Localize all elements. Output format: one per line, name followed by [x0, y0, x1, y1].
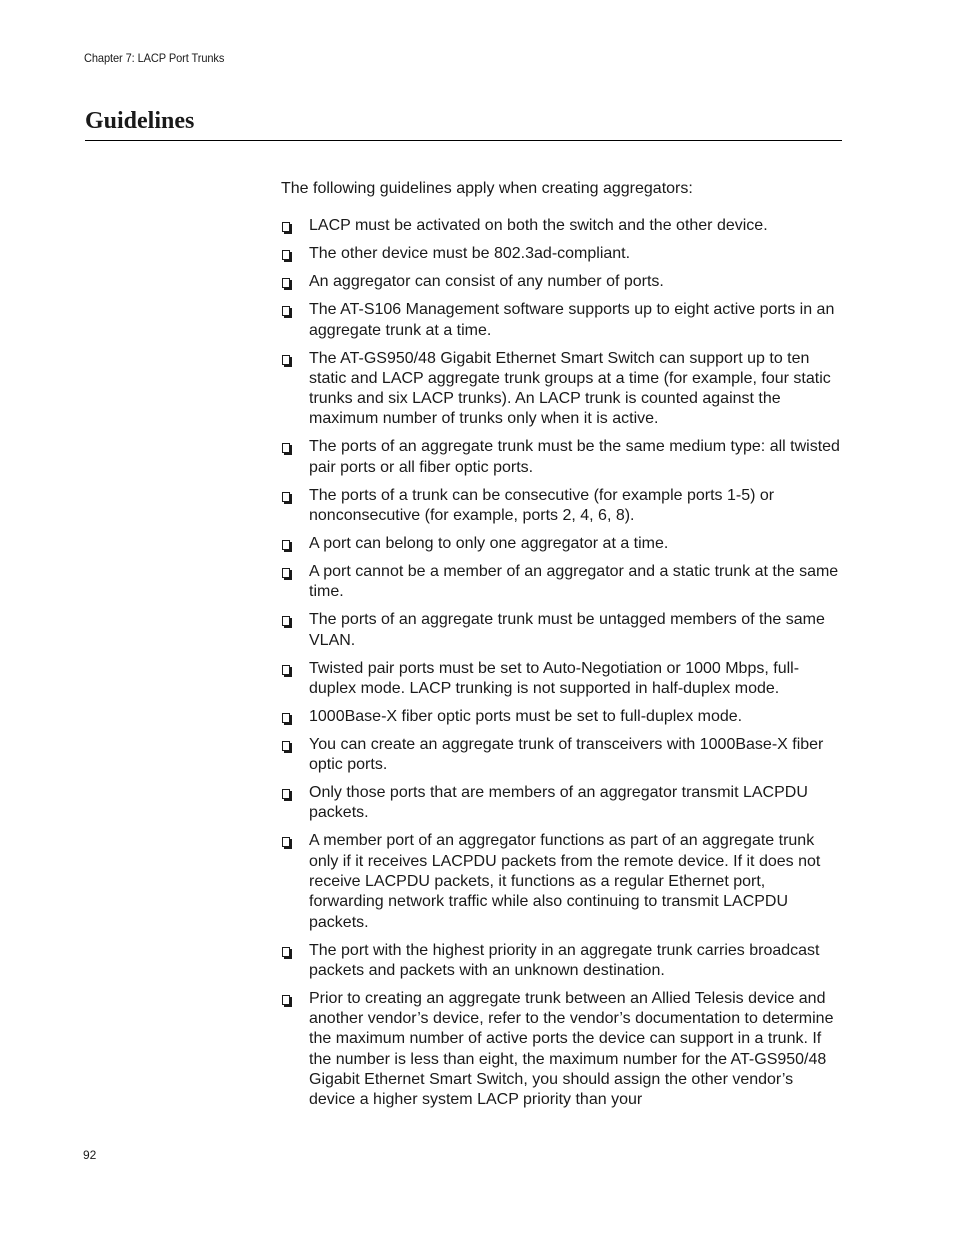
guideline-text: You can create an aggregate trunk of transceivers with 1000Base-X fiber optic ports. — [309, 735, 824, 774]
square-bullet-icon — [282, 568, 290, 578]
guideline-item — [281, 349, 841, 430]
square-bullet-icon — [282, 995, 290, 1005]
section-body — [281, 179, 841, 1118]
square-bullet-icon — [282, 837, 290, 847]
guideline-item — [281, 216, 841, 236]
guideline-item — [281, 831, 841, 932]
intro-paragraph: The following guidelines apply when creating aggregators: — [281, 180, 693, 197]
square-bullet-icon — [282, 616, 290, 626]
square-bullet-icon — [282, 306, 290, 316]
square-bullet-icon — [282, 443, 290, 453]
guideline-text: Only those ports that are members of an aggregator transmit LACPDU packets. — [309, 784, 808, 822]
square-bullet-icon — [282, 492, 290, 502]
square-bullet-icon — [282, 741, 290, 751]
guideline-text: The ports of an aggregate trunk must be untagged members of the same VLAN. — [309, 611, 825, 649]
square-bullet-icon — [282, 250, 290, 260]
square-bullet-icon — [282, 947, 290, 957]
guideline-item — [281, 941, 841, 982]
guideline-item — [281, 300, 841, 341]
guideline-item — [281, 534, 841, 554]
guideline-item — [281, 659, 841, 700]
guideline-text: An aggregator can consist of any number of ports. — [309, 273, 664, 291]
guideline-item — [281, 707, 841, 727]
square-bullet-icon — [282, 789, 290, 799]
guideline-item — [281, 244, 841, 264]
guideline-text: The port with the highest priority in an aggregate trunk carries broadcast packets and packets with an unknown destination. — [309, 941, 820, 979]
guideline-text: The AT-S106 Management software supports up to eight active ports in an aggregate trunk at a time. — [309, 301, 835, 339]
guideline-text: The ports of an aggregate trunk must be the same medium type: all twisted pair ports or all fiber optic ports. — [309, 438, 840, 476]
guideline-text: Prior to creating an aggregate trunk between an Allied Telesis device and another vendor’s device, refer to the vendor’s documentation to determine the maximum number of active ports the device can support in a trunk. If the number is less than eight, the maximum number for the AT-GS950/48 Gigabit Ethernet Smart Switch, you should assign the other vendor’s device a higher system LACP priority than your — [309, 989, 834, 1109]
square-bullet-icon — [282, 355, 290, 365]
square-bullet-icon — [282, 278, 290, 288]
title-rule — [85, 140, 842, 141]
guideline-text: The other device must be 802.3ad-compliant. — [309, 245, 631, 263]
guideline-text: The ports of a trunk can be consecutive (for example ports 1-5) or nonconsecutive (for example, ports 2, 4, 6, 8). — [309, 486, 775, 524]
guideline-text: 1000Base-X fiber optic ports must be set to full-duplex mode. — [309, 707, 743, 725]
guideline-item — [281, 610, 841, 651]
running-header: Chapter 7: LACP Port Trunks — [84, 51, 225, 65]
square-bullet-icon — [282, 713, 290, 723]
guideline-item — [281, 989, 841, 1111]
square-bullet-icon — [282, 665, 290, 675]
guideline-text: LACP must be activated on both the switch and the other device. — [309, 217, 768, 235]
guideline-text: A member port of an aggregator functions as part of an aggregate trunk only if it receives LACPDU packets from the remote device. If it does not receive LACPDU packets, it functions as a regular Ethernet port, forwarding network traffic while also continuing to transmit LACPDU packets. — [309, 832, 821, 931]
guideline-list — [281, 216, 841, 1110]
guideline-item — [281, 735, 841, 776]
square-bullet-icon — [282, 540, 290, 550]
guideline-text: The AT-GS950/48 Gigabit Ethernet Smart Switch can support up to ten static and LACP aggregate trunk groups at a time (for example, four static trunks and six LACP trunks). An LACP trunk is counted against the maximum number of trunks only when it is active. — [309, 349, 831, 428]
guideline-text: Twisted pair ports must be set to Auto-Negotiation or 1000 Mbps, full-duplex mode. LACP trunking is not supported in half-duplex mode. — [309, 659, 800, 697]
square-bullet-icon — [282, 222, 290, 232]
guideline-text: A port can belong to only one aggregator at a time. — [309, 534, 669, 552]
guideline-item — [281, 486, 841, 527]
page-number: 92 — [83, 1148, 97, 1162]
section-title: Guidelines — [85, 108, 195, 134]
guideline-item — [281, 562, 841, 603]
guideline-item — [281, 437, 841, 478]
guideline-text: A port cannot be a member of an aggregator and a static trunk at the same time. — [309, 562, 839, 601]
guideline-item — [281, 272, 841, 292]
guideline-item — [281, 783, 841, 824]
